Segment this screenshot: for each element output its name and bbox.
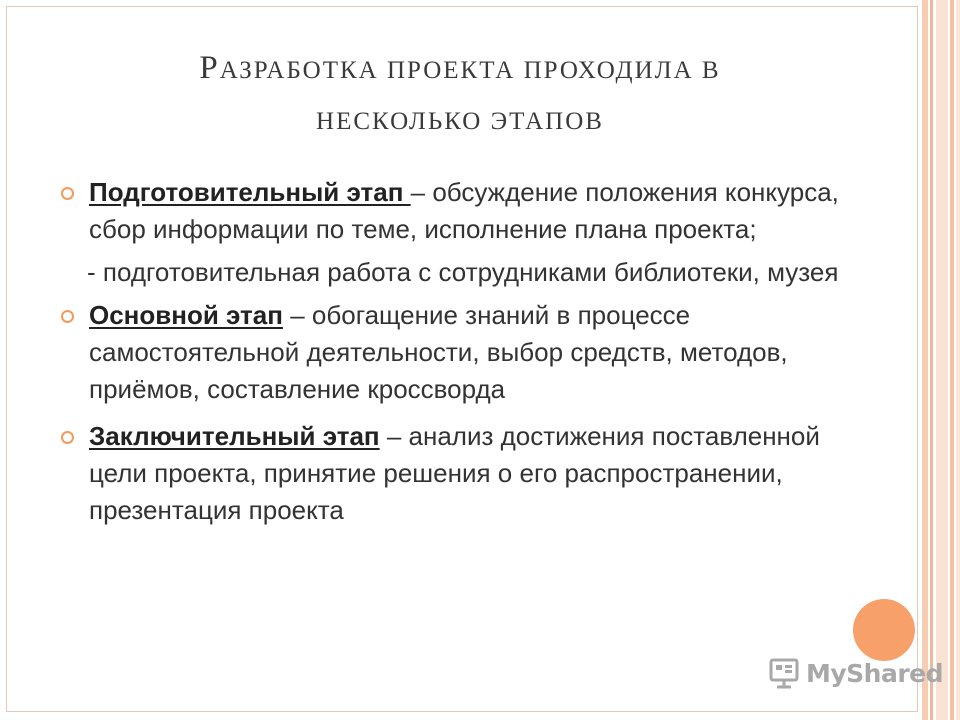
decor-stripe — [922, 0, 928, 720]
title-initial: Р — [199, 50, 220, 86]
list-item — [60, 174, 860, 248]
item-text: – обогащение знаний в процессе самостоятельной деятельности, выбор средств, методов, приёмов, составление кроссворда — [89, 300, 788, 404]
decor-stripe — [956, 0, 960, 720]
bullet-icon — [61, 310, 74, 323]
item-term: Подготовительный этап — [89, 177, 411, 207]
item-term: Заключительный этап — [89, 421, 380, 451]
list-item — [60, 297, 860, 408]
decor-stripe — [936, 0, 948, 720]
bullet-icon — [61, 431, 74, 444]
bullet-icon — [61, 187, 74, 200]
decor-circle — [853, 599, 915, 661]
item-term: Основной этап — [89, 300, 283, 330]
slides-logo-icon — [768, 656, 802, 690]
item-text: – анализ достижения поставленной цели проекта, принятие решения о его распространении, презентация проекта — [89, 421, 820, 525]
decor-stripe — [950, 0, 954, 720]
sub-item: - подготовительная работа с сотрудниками библиотеки, музея — [87, 257, 839, 287]
slide-content — [60, 174, 860, 529]
watermark-logo[interactable] — [768, 656, 943, 690]
decor-stripe — [930, 0, 933, 720]
watermark-text: MyShared — [806, 658, 944, 688]
list-item — [60, 418, 860, 529]
title-line-2: НЕСКОЛЬКО ЭТАПОВ — [316, 108, 604, 135]
item-text: – обсуждение положения конкурса, сбор информации по теме, исполнение плана проекта; — [89, 177, 839, 244]
title-line-1-text: АЗРАБОТКА ПРОЕКТА ПРОХОДИЛА В — [219, 57, 721, 84]
slide-title — [60, 44, 860, 146]
title-line-1 — [60, 44, 860, 98]
